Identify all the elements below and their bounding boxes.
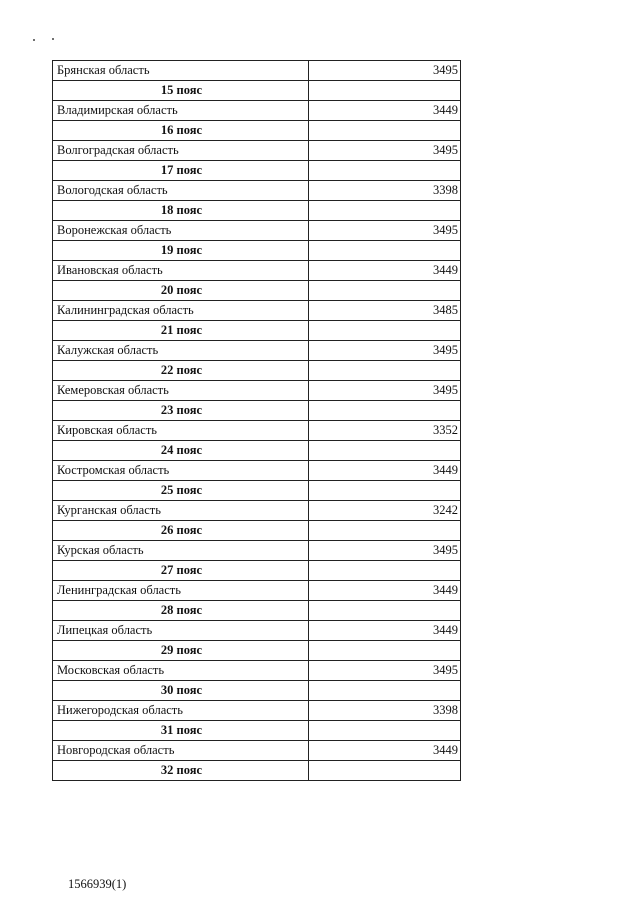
zone-label: 23 пояс bbox=[53, 401, 309, 421]
region-name: Курганская область bbox=[53, 501, 309, 521]
region-row bbox=[53, 61, 461, 81]
region-name: Калининградская область bbox=[53, 301, 309, 321]
region-row bbox=[53, 661, 461, 681]
region-value: 3485 bbox=[309, 301, 461, 321]
region-name: Вологодская область bbox=[53, 181, 309, 201]
region-name: Кировская область bbox=[53, 421, 309, 441]
zone-row bbox=[53, 481, 461, 501]
empty-cell bbox=[309, 81, 461, 101]
zone-label: 20 пояс bbox=[53, 281, 309, 301]
zone-row bbox=[53, 401, 461, 421]
region-row bbox=[53, 701, 461, 721]
scan-speck bbox=[33, 39, 35, 41]
region-name: Костромская область bbox=[53, 461, 309, 481]
region-row bbox=[53, 581, 461, 601]
empty-cell bbox=[309, 481, 461, 501]
zone-label: 16 пояс bbox=[53, 121, 309, 141]
region-row bbox=[53, 501, 461, 521]
empty-cell bbox=[309, 681, 461, 701]
region-name: Курская область bbox=[53, 541, 309, 561]
region-row bbox=[53, 381, 461, 401]
zone-label: 25 пояс bbox=[53, 481, 309, 501]
empty-cell bbox=[309, 321, 461, 341]
zone-label: 21 пояс bbox=[53, 321, 309, 341]
tariff-table bbox=[52, 60, 461, 781]
region-value: 3398 bbox=[309, 181, 461, 201]
region-row bbox=[53, 741, 461, 761]
zone-row bbox=[53, 641, 461, 661]
region-row bbox=[53, 301, 461, 321]
document-number: 1566939(1) bbox=[68, 877, 127, 891]
region-name: Волгоградская область bbox=[53, 141, 309, 161]
region-name: Московская область bbox=[53, 661, 309, 681]
zone-row bbox=[53, 521, 461, 541]
zone-row bbox=[53, 281, 461, 301]
empty-cell bbox=[309, 561, 461, 581]
zone-row bbox=[53, 761, 461, 781]
region-name: Калужская область bbox=[53, 341, 309, 361]
region-value: 3495 bbox=[309, 381, 461, 401]
empty-cell bbox=[309, 601, 461, 621]
region-value: 3352 bbox=[309, 421, 461, 441]
zone-label: 18 пояс bbox=[53, 201, 309, 221]
region-name: Воронежская область bbox=[53, 221, 309, 241]
zone-row bbox=[53, 721, 461, 741]
region-value: 3398 bbox=[309, 701, 461, 721]
region-name: Ивановская область bbox=[53, 261, 309, 281]
empty-cell bbox=[309, 241, 461, 261]
empty-cell bbox=[309, 281, 461, 301]
region-name: Владимирская область bbox=[53, 101, 309, 121]
empty-cell bbox=[309, 121, 461, 141]
region-value: 3495 bbox=[309, 221, 461, 241]
zone-label: 24 пояс bbox=[53, 441, 309, 461]
region-value: 3449 bbox=[309, 621, 461, 641]
zone-label: 26 пояс bbox=[53, 521, 309, 541]
scan-speck bbox=[52, 38, 54, 40]
empty-cell bbox=[309, 161, 461, 181]
region-row bbox=[53, 101, 461, 121]
zone-row bbox=[53, 81, 461, 101]
zone-row bbox=[53, 121, 461, 141]
region-value: 3495 bbox=[309, 61, 461, 81]
zone-label: 28 пояс bbox=[53, 601, 309, 621]
region-value: 3449 bbox=[309, 101, 461, 121]
zone-label: 27 пояс bbox=[53, 561, 309, 581]
region-value: 3495 bbox=[309, 341, 461, 361]
region-row bbox=[53, 621, 461, 641]
empty-cell bbox=[309, 721, 461, 741]
region-name: Брянская область bbox=[53, 61, 309, 81]
region-name: Новгородская область bbox=[53, 741, 309, 761]
zone-row bbox=[53, 561, 461, 581]
zone-row bbox=[53, 361, 461, 381]
region-row bbox=[53, 221, 461, 241]
region-name: Липецкая область bbox=[53, 621, 309, 641]
empty-cell bbox=[309, 401, 461, 421]
tariff-table-body bbox=[53, 61, 461, 781]
region-name: Ленинградская область bbox=[53, 581, 309, 601]
empty-cell bbox=[309, 521, 461, 541]
empty-cell bbox=[309, 641, 461, 661]
region-row bbox=[53, 541, 461, 561]
empty-cell bbox=[309, 361, 461, 381]
zone-row bbox=[53, 161, 461, 181]
zone-row bbox=[53, 681, 461, 701]
zone-label: 32 пояс bbox=[53, 761, 309, 781]
zone-row bbox=[53, 601, 461, 621]
region-row bbox=[53, 181, 461, 201]
empty-cell bbox=[309, 201, 461, 221]
region-name: Кемеровская область bbox=[53, 381, 309, 401]
zone-row bbox=[53, 201, 461, 221]
zone-label: 30 пояс bbox=[53, 681, 309, 701]
region-row bbox=[53, 421, 461, 441]
zone-label: 15 пояс bbox=[53, 81, 309, 101]
region-value: 3242 bbox=[309, 501, 461, 521]
region-row bbox=[53, 341, 461, 361]
region-value: 3449 bbox=[309, 461, 461, 481]
region-name: Нижегородская область bbox=[53, 701, 309, 721]
region-row bbox=[53, 261, 461, 281]
region-value: 3495 bbox=[309, 141, 461, 161]
zone-row bbox=[53, 321, 461, 341]
region-row bbox=[53, 141, 461, 161]
region-value: 3449 bbox=[309, 581, 461, 601]
zone-row bbox=[53, 441, 461, 461]
region-value: 3449 bbox=[309, 261, 461, 281]
zone-label: 22 пояс bbox=[53, 361, 309, 381]
zone-label: 19 пояс bbox=[53, 241, 309, 261]
empty-cell bbox=[309, 761, 461, 781]
region-value: 3495 bbox=[309, 661, 461, 681]
zone-label: 17 пояс bbox=[53, 161, 309, 181]
region-row bbox=[53, 461, 461, 481]
zone-label: 29 пояс bbox=[53, 641, 309, 661]
region-value: 3495 bbox=[309, 541, 461, 561]
zone-row bbox=[53, 241, 461, 261]
region-value: 3449 bbox=[309, 741, 461, 761]
empty-cell bbox=[309, 441, 461, 461]
zone-label: 31 пояс bbox=[53, 721, 309, 741]
